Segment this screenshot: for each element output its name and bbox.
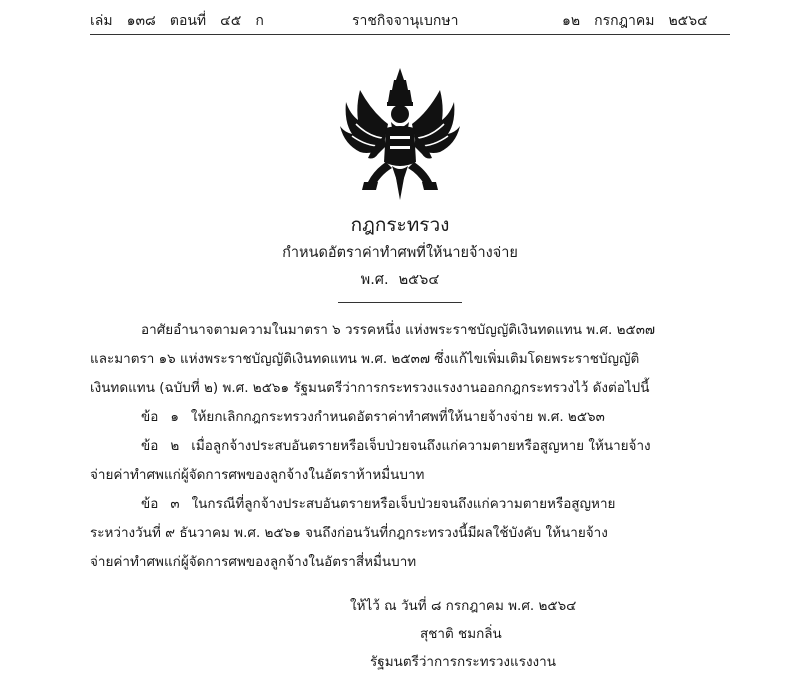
issue-label: ตอนที่ [169,13,207,29]
clause-number: ๑ [170,409,179,425]
document-title: กฎกระทรวง [350,214,450,236]
clause-text: จ่ายค่าทำศพแก่ผู้จัดการศพของลูกจ้างในอัตราห้าหมื่นบาท [90,467,425,483]
clause-3-line [90,490,730,519]
clause-text: เมื่อลูกจ้างประสบอันตรายหรือเจ็บป่วยจนถึงแก่ความตายหรือสูญหาย ให้นายจ้าง [191,438,651,454]
document-body [90,316,730,577]
clause-label: ข้อ [141,496,159,512]
preamble-line: อาศัยอำนาจตามความในมาตรา ๖ วรรคหนึ่ง แห่งพระราชบัญญัติเงินทดแทน พ.ศ. ๒๕๓๗ [141,322,656,338]
header-divider [90,34,730,35]
volume-number: ๑๓๘ [126,13,156,29]
clause-number: ๒ [170,438,180,454]
title-divider [338,302,462,303]
document-subtitle: กำหนดอัตราค่าทำศพที่ให้นายจ้างจ่าย [282,245,518,261]
clause-1-line [90,403,730,432]
gazette-header [0,10,800,32]
year-value: ๒๕๖๔ [398,272,440,288]
document-year [0,268,800,291]
clause-text: จ่ายค่าทำศพแก่ผู้จัดการศพของลูกจ้างในอัตราสี่หมื่นบาท [90,554,417,570]
clause-text: ระหว่างวันที่ ๙ ธันวาคม พ.ศ. ๒๕๖๑ จนถึงก่อนวันที่กฎกระทรวงนี้มีผลใช้บังคับ ให้นายจ้าง [90,525,608,541]
header-issue-info [90,10,278,32]
signature-block [0,592,800,676]
given-on-date: ให้ไว้ ณ วันที่ ๘ กรกฎาคม พ.ศ. ๒๕๖๔ [350,598,577,614]
issue-number: ๔๕ [220,13,242,29]
date-year: ๒๕๖๔ [668,13,708,29]
clause-label: ข้อ [141,438,159,454]
date-day: ๑๒ [562,13,581,29]
header-date [562,10,708,32]
clause-label: ข้อ [141,409,159,425]
preamble-line: เงินทดแทน (ฉบับที่ ๒) พ.ศ. ๒๕๖๑ รัฐมนตรีว่าการกระทรวงแรงงานออกกฎกระทรวงไว้ ดังต่อไปนี้ [90,380,650,396]
section-letter: ก [255,13,264,29]
gazette-name: ราชกิจจานุเบกษา [352,13,459,29]
clause-text: ในกรณีที่ลูกจ้างประสบอันตรายหรือเจ็บป่วยจนถึงแก่ความตายหรือสูญหาย [191,496,616,512]
date-month: กรกฎาคม [594,13,655,29]
year-label: พ.ศ. [360,272,389,288]
signatory-name: สุชาติ ชมกลิ่น [420,626,502,642]
clause-number: ๓ [170,496,180,512]
volume-label: เล่ม [90,13,113,29]
garuda-emblem-icon [338,66,462,206]
signatory-position: รัฐมนตรีว่าการกระทรวงแรงงาน [370,654,556,670]
clause-2-line [90,432,730,461]
preamble-line: และมาตรา ๑๖ แห่งพระราชบัญญัติเงินทดแทน พ.ศ. ๒๕๓๗ ซึ่งแก้ไขเพิ่มเติมโดยพระราชบัญญัติ [90,351,640,367]
clause-text: ให้ยกเลิกกฎกระทรวงกำหนดอัตราค่าทำศพที่ให้นายจ้างจ่าย พ.ศ. ๒๕๖๓ [190,409,605,425]
